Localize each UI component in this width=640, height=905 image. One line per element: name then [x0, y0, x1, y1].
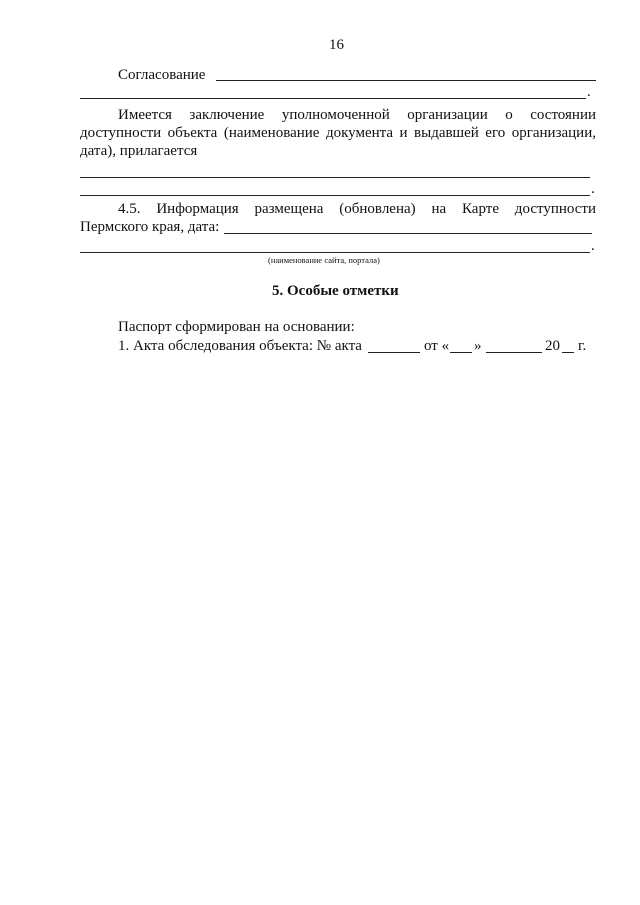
- basis-text: Паспорт сформирован на основании:: [118, 319, 355, 335]
- act-from: от «: [424, 338, 450, 354]
- approval-underline-2: [80, 98, 586, 99]
- approval-label: Согласование: [118, 67, 206, 83]
- act-quote-close: »: [474, 338, 482, 354]
- conclusion-line-1: Имеется заключение уполномоченной организации о состоянии: [118, 107, 596, 123]
- conclusion-line-3: дата), прилагается: [80, 143, 198, 159]
- info-line-1: 4.5. Информация размещена (обновлена) на Карте доступности: [118, 201, 596, 217]
- approval-underline: [216, 80, 596, 81]
- act-day-underline: [450, 352, 472, 353]
- period-mark: .: [591, 181, 595, 197]
- conclusion-line-2: доступности объекта (наименование документа и выдавшей его организации,: [80, 125, 596, 141]
- act-year-suffix: г.: [578, 338, 587, 354]
- act-year: 20: [545, 338, 560, 354]
- section-heading: 5. Особые отметки: [272, 283, 399, 299]
- act-number-underline: [368, 352, 420, 353]
- site-caption: (наименование сайта, портала): [268, 255, 380, 265]
- info-date-underline: [224, 233, 592, 234]
- period-mark: .: [587, 84, 591, 100]
- act-prefix: 1. Акта обследования объекта: № акта: [118, 338, 362, 354]
- info-line-2: Пермского края, дата:: [80, 219, 220, 235]
- period-mark: .: [591, 238, 595, 254]
- site-underline: [80, 252, 590, 253]
- act-year-underline: [562, 352, 574, 353]
- page-number: 16: [329, 37, 344, 53]
- conclusion-underline-1: [80, 177, 590, 178]
- act-month-underline: [486, 352, 542, 353]
- conclusion-underline-2: [80, 195, 590, 196]
